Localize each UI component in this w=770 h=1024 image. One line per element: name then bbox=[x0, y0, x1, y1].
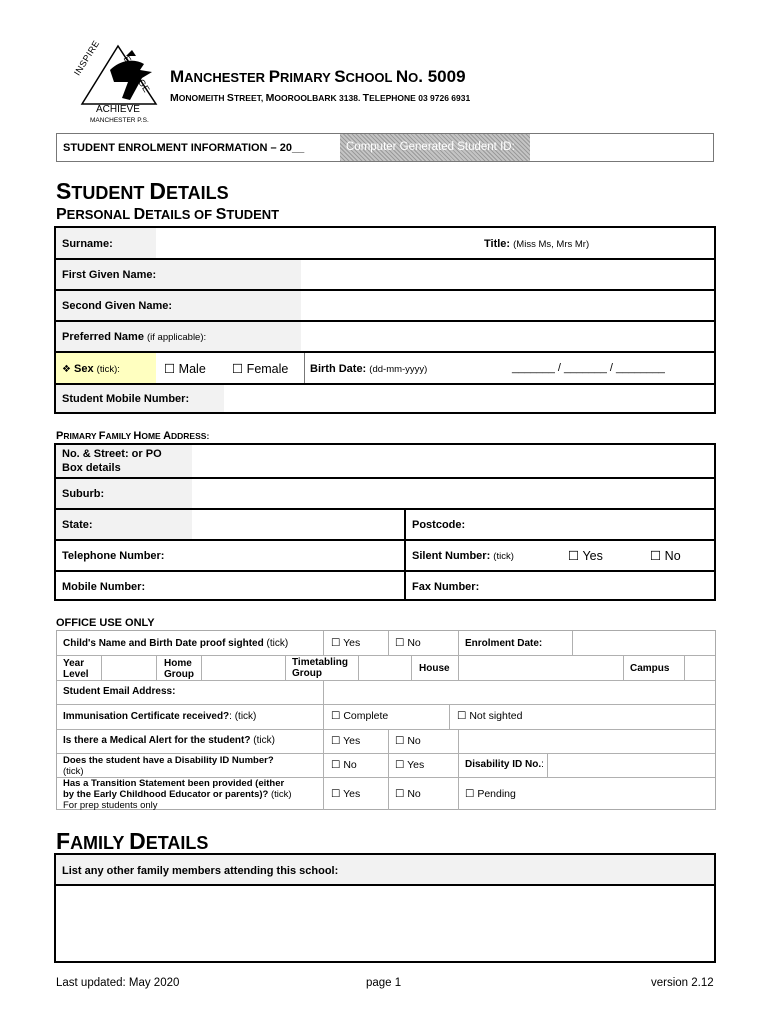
address-part: TREET bbox=[233, 93, 261, 103]
street-label-2: Box details bbox=[62, 462, 121, 474]
heading-part: OME bbox=[141, 431, 164, 441]
school-name-part: . 5009 bbox=[418, 67, 466, 86]
logo-word-engage: ENGAGE bbox=[121, 54, 152, 95]
heading-part: TUDENT bbox=[71, 183, 150, 203]
divider bbox=[323, 705, 324, 729]
year-label: Year bbox=[63, 658, 85, 669]
disability-no-checkbox[interactable]: ☐ No bbox=[331, 759, 357, 771]
school-address bbox=[170, 92, 470, 104]
subheading-part: S bbox=[215, 206, 227, 223]
transition-label-2-group bbox=[63, 789, 292, 800]
title-label: Title: bbox=[484, 238, 511, 250]
fax-field[interactable] bbox=[560, 572, 714, 599]
transition-label-2: by the Early Childhood Educator or parents)? bbox=[63, 789, 269, 800]
title-label-group bbox=[484, 238, 589, 250]
school-name-part: CHOOL bbox=[345, 70, 396, 85]
medical-alert-hint: (tick) bbox=[253, 735, 275, 746]
school-name-part: P bbox=[268, 67, 281, 86]
divider bbox=[458, 778, 459, 810]
address-part: , bbox=[260, 93, 266, 103]
preferred-name-field[interactable] bbox=[303, 322, 714, 351]
immunisation-label-group bbox=[63, 711, 256, 722]
school-name-part: ANCHESTER bbox=[184, 70, 269, 85]
footer-version: version 2.12 bbox=[651, 977, 714, 989]
house-field[interactable] bbox=[459, 656, 623, 680]
divider bbox=[388, 730, 389, 753]
student-mobile-label: Student Mobile Number: bbox=[62, 393, 190, 405]
silent-number-hint: (tick) bbox=[493, 551, 514, 562]
divider bbox=[57, 704, 715, 705]
logo-word-inspire: INSPIRE bbox=[72, 38, 102, 78]
birth-date-label-group bbox=[310, 363, 427, 375]
proof-sighted-hint: (tick) bbox=[266, 638, 289, 649]
campus-field[interactable] bbox=[685, 656, 716, 680]
immunisation-not-sighted-checkbox[interactable]: ☐ Not sighted bbox=[457, 710, 523, 722]
family-members-label: List any other family members attending this school: bbox=[62, 865, 339, 877]
disability-id-field[interactable] bbox=[548, 754, 716, 777]
birth-date-hint: (dd-mm-yyyy) bbox=[369, 364, 428, 375]
preferred-name-label-group bbox=[62, 331, 206, 343]
heading-part: F bbox=[56, 828, 71, 854]
address-part: S bbox=[226, 92, 234, 104]
student-email-label: Student Email Address: bbox=[63, 686, 176, 697]
proof-yes-checkbox[interactable]: ☐ Yes bbox=[331, 637, 361, 649]
address-part: M bbox=[170, 92, 179, 104]
medical-alert-label: Is there a Medical Alert for the student? bbox=[63, 735, 251, 746]
divider bbox=[411, 656, 412, 680]
student-mobile-field[interactable] bbox=[226, 385, 714, 412]
disability-id-label-group bbox=[465, 759, 544, 770]
telephone-label: Telephone Number: bbox=[62, 550, 165, 562]
divider bbox=[449, 705, 450, 729]
suburb-label: Suburb: bbox=[62, 488, 105, 500]
postcode-field[interactable] bbox=[560, 510, 714, 539]
sex-hint: (tick): bbox=[96, 364, 120, 375]
divider bbox=[623, 656, 624, 680]
subheading-part: P bbox=[56, 206, 67, 223]
medical-alert-label-group bbox=[63, 735, 275, 746]
state-field[interactable] bbox=[194, 510, 404, 539]
campus-label: Campus bbox=[630, 663, 670, 674]
preferred-name-hint: (if applicable): bbox=[147, 332, 207, 343]
personal-details-subheading bbox=[56, 206, 279, 224]
school-name-part: S bbox=[334, 67, 346, 86]
school-name bbox=[170, 67, 466, 87]
immunisation-hint: : (tick) bbox=[229, 711, 257, 722]
divider bbox=[156, 656, 157, 680]
divider bbox=[323, 730, 324, 753]
surname-field[interactable] bbox=[158, 228, 478, 258]
disability-yes-checkbox[interactable]: ☐ Yes bbox=[395, 759, 425, 771]
first-name-label: First Given Name: bbox=[62, 269, 157, 281]
subheading-part: ERSONAL bbox=[66, 207, 134, 222]
street-field[interactable] bbox=[194, 445, 714, 477]
home-group-field[interactable] bbox=[202, 656, 285, 680]
address-part: T bbox=[362, 92, 370, 104]
silent-yes-checkbox[interactable]: ☐ Yes bbox=[568, 549, 603, 563]
divider bbox=[458, 730, 459, 753]
disability-hint: (tick) bbox=[63, 766, 84, 777]
house-label: House bbox=[419, 663, 450, 674]
office-use-heading: OFFICE USE ONLY bbox=[56, 617, 155, 629]
state-label: State: bbox=[62, 519, 93, 531]
address-part: OOROOLBARK 3138. bbox=[274, 93, 363, 103]
family-members-field[interactable] bbox=[56, 886, 714, 961]
heading-part: ETAILS bbox=[165, 183, 229, 203]
divider bbox=[458, 754, 459, 777]
enrolment-date-label: Enrolment Date: bbox=[465, 638, 543, 649]
school-name-part: M bbox=[170, 67, 185, 86]
silent-no-checkbox[interactable]: ☐ No bbox=[650, 549, 681, 563]
divider bbox=[388, 631, 389, 655]
second-name-field[interactable] bbox=[303, 291, 714, 320]
address-part: ELEPHONE 03 9726 6931 bbox=[369, 93, 471, 103]
heading-part: S bbox=[56, 178, 72, 204]
transition-pending-checkbox[interactable]: ☐ Pending bbox=[465, 788, 516, 800]
divider bbox=[323, 778, 324, 810]
proof-no-checkbox[interactable]: ☐ No bbox=[395, 637, 421, 649]
home-address-heading bbox=[56, 430, 209, 442]
heading-part: F bbox=[98, 430, 106, 442]
heading-part: D bbox=[129, 828, 146, 854]
birth-date-label: Birth Date: bbox=[310, 363, 367, 375]
sex-male-checkbox[interactable]: ☐ Male bbox=[164, 362, 206, 376]
year-level-label bbox=[63, 658, 89, 680]
school-logo bbox=[70, 38, 170, 128]
subheading-part: D bbox=[133, 206, 146, 223]
postcode-label: Postcode: bbox=[412, 519, 466, 531]
logo-subtitle: MANCHESTER P.S. bbox=[90, 117, 149, 124]
sex-label-group bbox=[62, 363, 120, 375]
immunisation-complete-checkbox[interactable]: ☐ Complete bbox=[331, 710, 389, 722]
family-mobile-label: Mobile Number: bbox=[62, 581, 146, 593]
divider bbox=[388, 754, 389, 777]
tgroup-label: Group bbox=[292, 668, 322, 679]
sex-female-checkbox[interactable]: ☐ Female bbox=[232, 362, 289, 376]
second-name-label: Second Given Name: bbox=[62, 300, 173, 312]
office-use-table bbox=[56, 630, 716, 810]
enrolment-info-bar bbox=[56, 133, 714, 162]
fax-label: Fax Number: bbox=[412, 581, 480, 593]
footer-last-updated: Last updated: May 2020 bbox=[56, 977, 180, 989]
enrolment-date-field[interactable] bbox=[573, 631, 716, 655]
home-label: Home bbox=[164, 658, 192, 669]
timetabling-group-label bbox=[292, 657, 348, 679]
preferred-name-label: Preferred Name bbox=[62, 331, 144, 343]
divider bbox=[323, 754, 324, 777]
medical-yes-checkbox[interactable]: ☐ Yes bbox=[331, 735, 361, 747]
logo-word-achieve: ACHIEVE bbox=[96, 104, 140, 115]
suburb-field[interactable] bbox=[194, 479, 714, 508]
silent-number-label-group bbox=[412, 550, 514, 562]
diamond-bullet-icon: ❖ bbox=[62, 364, 71, 375]
heading-part: P bbox=[56, 430, 64, 442]
transition-yes-checkbox[interactable]: ☐ Yes bbox=[331, 788, 361, 800]
address-part: M bbox=[265, 92, 275, 104]
first-name-field[interactable] bbox=[303, 260, 714, 289]
heading-part: DDRESS: bbox=[171, 431, 210, 441]
transition-hint: (tick) bbox=[270, 789, 292, 800]
student-details-heading bbox=[56, 178, 229, 205]
student-id-field[interactable] bbox=[340, 134, 530, 161]
divider bbox=[285, 656, 286, 680]
transition-no-checkbox[interactable]: ☐ No bbox=[395, 788, 421, 800]
school-name-part: N bbox=[395, 67, 409, 86]
student-id-label: Computer Generated Student ID: bbox=[346, 141, 515, 153]
subheading-part: ETAILS OF bbox=[145, 207, 216, 222]
disability-label: Does the student have a Disability ID Number? bbox=[63, 755, 274, 766]
divider bbox=[458, 631, 459, 655]
timetabling-label: Timetabling bbox=[292, 657, 348, 668]
divider bbox=[323, 631, 324, 655]
sex-label: Sex bbox=[74, 363, 94, 375]
disability-id-colon: : bbox=[541, 759, 544, 770]
immunisation-label: Immunisation Certificate received? bbox=[63, 711, 230, 722]
divider bbox=[57, 729, 715, 730]
street-label: No. & Street: or PO bbox=[62, 448, 162, 460]
heading-part: D bbox=[149, 178, 166, 204]
family-members-box bbox=[54, 853, 716, 963]
title-hint: (Miss Ms, Mrs Mr) bbox=[513, 239, 590, 250]
heading-part: AMILY bbox=[105, 431, 134, 441]
divider bbox=[304, 353, 305, 383]
divider bbox=[404, 508, 406, 601]
heading-part: RIMARY bbox=[63, 431, 99, 441]
heading-part: ETAILS bbox=[145, 833, 209, 853]
disability-id-label: Disability ID No. bbox=[465, 759, 542, 770]
school-name-part: O bbox=[408, 70, 419, 85]
transition-label-1: Has a Transition Statement been provided (either bbox=[63, 778, 285, 789]
subheading-part: TUDENT bbox=[226, 207, 280, 222]
address-box bbox=[54, 443, 716, 601]
transition-label-3: For prep students only bbox=[63, 800, 158, 811]
heading-part: A bbox=[163, 430, 172, 442]
silent-number-label: Silent Number: bbox=[412, 550, 491, 562]
school-name-part: RIMARY bbox=[280, 70, 335, 85]
address-part: ONOMEITH bbox=[178, 93, 227, 103]
timetabling-group-field[interactable] bbox=[359, 656, 411, 680]
family-details-heading bbox=[56, 828, 208, 855]
medical-no-checkbox[interactable]: ☐ No bbox=[395, 735, 421, 747]
student-email-field[interactable] bbox=[324, 681, 716, 704]
heading-part: AMILY bbox=[70, 833, 130, 853]
family-mobile-field[interactable] bbox=[194, 572, 404, 599]
surname-label: Surname: bbox=[62, 238, 113, 250]
proof-sighted-label: Child's Name and Birth Date proof sighted bbox=[63, 638, 264, 649]
group-label: Group bbox=[164, 669, 194, 680]
personal-details-box bbox=[54, 226, 716, 414]
heading-part: H bbox=[133, 430, 142, 442]
telephone-field[interactable] bbox=[194, 541, 404, 570]
birth-date-field[interactable]: _______ / _______ / ________ bbox=[512, 362, 665, 374]
footer-page-number: page 1 bbox=[366, 977, 402, 989]
year-level-field[interactable] bbox=[102, 656, 156, 680]
home-group-label bbox=[164, 658, 194, 680]
level-label: Level bbox=[63, 669, 89, 680]
proof-sighted-label-group bbox=[63, 638, 288, 649]
enrolment-info-label: STUDENT ENROLMENT INFORMATION – 20__ bbox=[63, 142, 305, 154]
divider bbox=[388, 778, 389, 810]
